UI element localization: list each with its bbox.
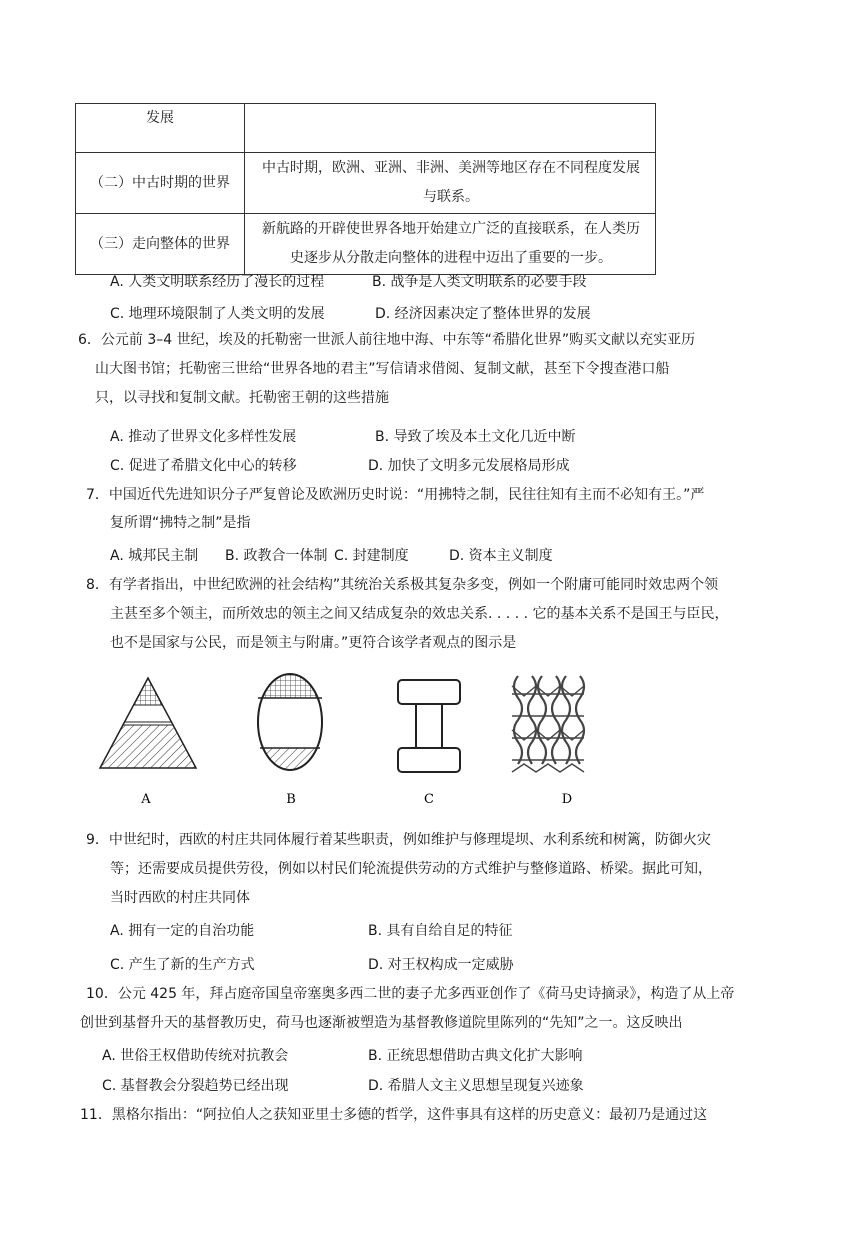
figure-b-oval [256, 672, 326, 772]
table-row [76, 214, 656, 275]
q8-stem-line: 也不是国家与公民，而是领主与附庸。”更符合该学者观点的图示是 [110, 635, 517, 651]
q9-option-a: A. 拥有一定的自治功能 [110, 923, 255, 939]
q7-option-a: A. 城邦民主制 [110, 548, 199, 564]
q9-stem-line: 等；还需要成员提供劳役，例如以村民们轮流提供劳动的方式维护与整修道路、桥梁。据此可知， [110, 861, 712, 877]
table-cell [245, 214, 656, 275]
cell-line: 新航路的开辟使世界各地开始建立广泛的直接联系，在人类历 [262, 221, 640, 237]
q7-stem-line: 复所谓“拂特之制”是指 [110, 515, 251, 531]
q9-stem-line: 9．中世纪时，西欧的村庄共同体履行着某些职责，例如维护与修理堤坝、水利系统和树篱，防御火灾 [86, 832, 711, 848]
q6-option-c: C. 促进了希腊文化中心的转移 [110, 458, 297, 474]
q10-option-a: A. 世俗王权借助传统对抗教会 [102, 1048, 289, 1064]
q9-option-d: D. 对王权构成一定威胁 [368, 957, 514, 973]
q6-option-b: B. 导致了埃及本土文化几近中断 [375, 429, 576, 445]
q10-option-b: B. 正统思想借助古典文化扩大影响 [368, 1048, 583, 1064]
history-table [75, 103, 656, 275]
q5-option-d: D. 经济因素决定了整体世界的发展 [375, 306, 591, 322]
q9-option-b: B. 具有自给自足的特征 [368, 923, 513, 939]
figure-c-i-beam [398, 680, 460, 772]
q10-stem-line: 10．公元 425 年，拜占庭帝国皇帝塞奥多西二世的妻子尤多西亚创作了《荷马史诗摘录》，构造了从上帝 [86, 986, 735, 1002]
table-row [76, 104, 656, 153]
q7-option-b: B. 政教合一体制 [225, 548, 328, 564]
q7-option-c: C. 封建制度 [334, 548, 409, 564]
figure-label: D [561, 792, 573, 807]
figure-label: A [141, 792, 151, 807]
q6-option-a: A. 推动了世界文化多样性发展 [110, 429, 297, 445]
q5-option-b: B. 战争是人类文明联系的必要手段 [372, 274, 587, 290]
q5-option-c: C. 地理环境限制了人类文明的发展 [110, 306, 325, 322]
q8-figures [80, 660, 600, 810]
cell-line: 中古时期，欧洲、亚洲、非洲、美洲等地区存在不同程度发展 [262, 160, 640, 176]
q7-option-d: D. 资本主义制度 [449, 548, 553, 564]
table-row [76, 153, 656, 214]
cell-line: 与联系。 [423, 189, 479, 205]
q6-stem-line: 山大图书馆；托勒密三世给“世界各地的君主”写信请求借阅、复制文献，甚至下令搜查港口船 [95, 361, 670, 377]
table-cell: （二）中古时期的世界 [76, 153, 245, 214]
table-cell [245, 104, 656, 153]
figure-label: B [286, 792, 296, 807]
figure-label: C [424, 792, 434, 807]
figure-a-pyramid [100, 678, 196, 768]
q6-stem-line: 6．公元前 3–4 世纪，埃及的托勒密一世派人前往地中海、中东等“希腊化世界”购买文献以充实亚历 [78, 332, 696, 348]
q8-stem-line: 8．有学者指出，中世纪欧洲的社会结构”其统治关系极其复杂多变，例如一个附庸可能同时效忠两个领 [86, 577, 719, 593]
q11-stem-line: 11．黑格尔指出：“阿拉伯人之获知亚里士多德的哲学，这件事具有这样的历史意义：最初乃是通过这 [80, 1107, 708, 1123]
table-cell: 发展 [76, 104, 245, 153]
q10-option-d: D. 希腊人文主义思想呈现复兴迹象 [368, 1078, 584, 1094]
q5-option-a: A. 人类文明联系经历了漫长的过程 [110, 274, 325, 290]
cell-line: 史逐步从分散走向整体的进程中迈出了重要的一步。 [290, 250, 612, 266]
table-cell: （三）走向整体的世界 [76, 214, 245, 275]
figure-d-chain-mesh [512, 676, 584, 772]
q9-option-c: C. 产生了新的生产方式 [110, 957, 255, 973]
q10-option-c: C. 基督教会分裂趋势已经出现 [102, 1078, 289, 1094]
table-cell [245, 153, 656, 214]
q7-stem-line: 7．中国近代先进知识分子严复曾论及欧洲历史时说：“用拂特之制，民往往知有主而不必知有王。”严 [86, 487, 705, 503]
q8-stem-line: 主甚至多个领主，而所效忠的领主之间又结成复杂的效忠关系. . . . . 它的基本关系不是国王与臣民， [110, 606, 729, 622]
q9-stem-line: 当时西欧的村庄共同体 [110, 890, 250, 906]
q6-stem-line: 只，以寻找和复制文献。托勒密王朝的这些措施 [95, 390, 389, 406]
q6-option-d: D. 加快了文明多元发展格局形成 [368, 458, 570, 474]
q10-stem-line: 创世到基督升天的基督教历史，荷马也逐渐被塑造为基督教修道院里陈列的“先知”之一。这反映出 [80, 1015, 683, 1031]
